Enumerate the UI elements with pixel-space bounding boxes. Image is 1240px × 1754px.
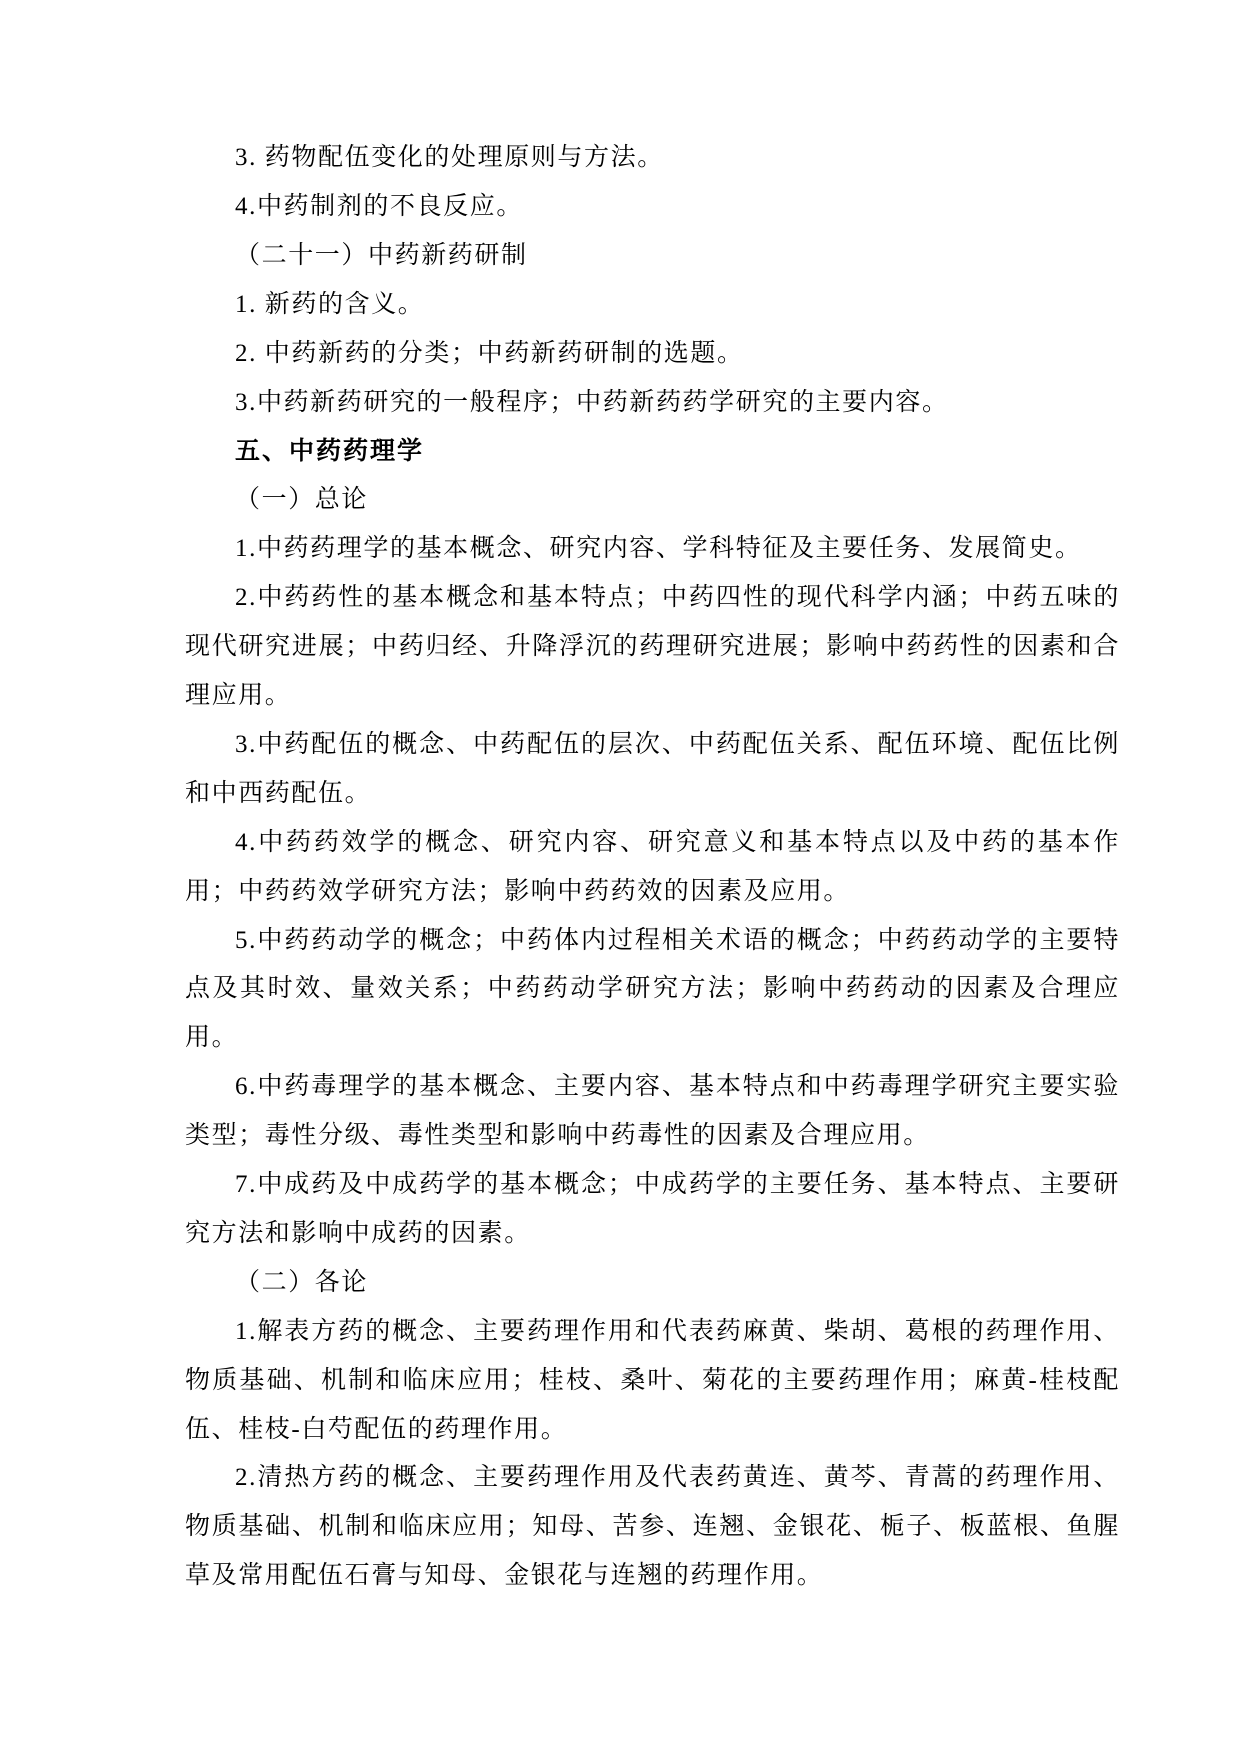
paragraph-item: 6.中药毒理学的基本概念、主要内容、基本特点和中药毒理学研究主要实验类型；毒性分级、毒性类型和影响中药毒性的因素及合理应用。 — [185, 1073, 1120, 1150]
paragraph-item: 5.中药药动学的概念；中药体内过程相关术语的概念；中药药动学的主要特点及其时效、量效关系；中药药动学研究方法；影响中药药动的因素及合理应用。 — [185, 926, 1120, 1052]
paragraph-item: 7.中成药及中成药学的基本概念；中成药学的主要任务、基本特点、主要研究方法和影响中成药的因素。 — [185, 1171, 1120, 1247]
subsection-heading: （二十一）中药新药研制 — [235, 241, 528, 269]
paragraph-item: 2.中药药性的基本概念和基本特点；中药四性的现代科学内涵；中药五味的现代研究进展；中药归经、升降浮沉的药理研究进展；影响中药药性的因素和合理应用。 — [185, 584, 1120, 709]
subsection-heading: （一）总论 — [235, 486, 369, 514]
paragraph-item: 1. 新药的含义。 — [235, 290, 425, 318]
paragraph-item: 1.解表方药的概念、主要药理作用和代表药麻黄、柴胡、葛根的药理作用、物质基础、机制和临床应用；桂枝、桑叶、菊花的主要药理作用；麻黄-桂枝配伍、桂枝-白芍配伍的药理作用。 — [185, 1317, 1120, 1443]
paragraph-item: 2. 中药新药的分类；中药新药研制的选题。 — [235, 339, 744, 367]
paragraph-item: 4.中药制剂的不良反应。 — [235, 192, 523, 220]
paragraph-item: 3.中药新药研究的一般程序；中药新药药学研究的主要内容。 — [235, 388, 949, 416]
paragraph-item: 3.中药配伍的概念、中药配伍的层次、中药配伍关系、配伍环境、配伍比例和中西药配伍。 — [185, 730, 1120, 807]
paragraph-item: 4.中药药效学的概念、研究内容、研究意义和基本特点以及中药的基本作用；中药药效学研究方法；影响中药药效的因素及应用。 — [185, 828, 1120, 905]
subsection-heading: （二）各论 — [235, 1268, 369, 1296]
paragraph-item: 2.清热方药的概念、主要药理作用及代表药黄连、黄芩、青蒿的药理作用、物质基础、机制和临床应用；知母、苦参、连翘、金银花、栀子、板蓝根、鱼腥草及常用配伍石膏与知母、金银花与连翘的药理作用。 — [185, 1464, 1120, 1590]
paragraph-item: 3. 药物配伍变化的处理原则与方法。 — [235, 144, 664, 171]
paragraph-item: 1.中药药理学的基本概念、研究内容、学科特征及主要任务、发展简史。 — [235, 535, 1082, 563]
document-content — [185, 134, 1120, 1601]
section-heading: 五、中药药理学 — [235, 437, 425, 466]
